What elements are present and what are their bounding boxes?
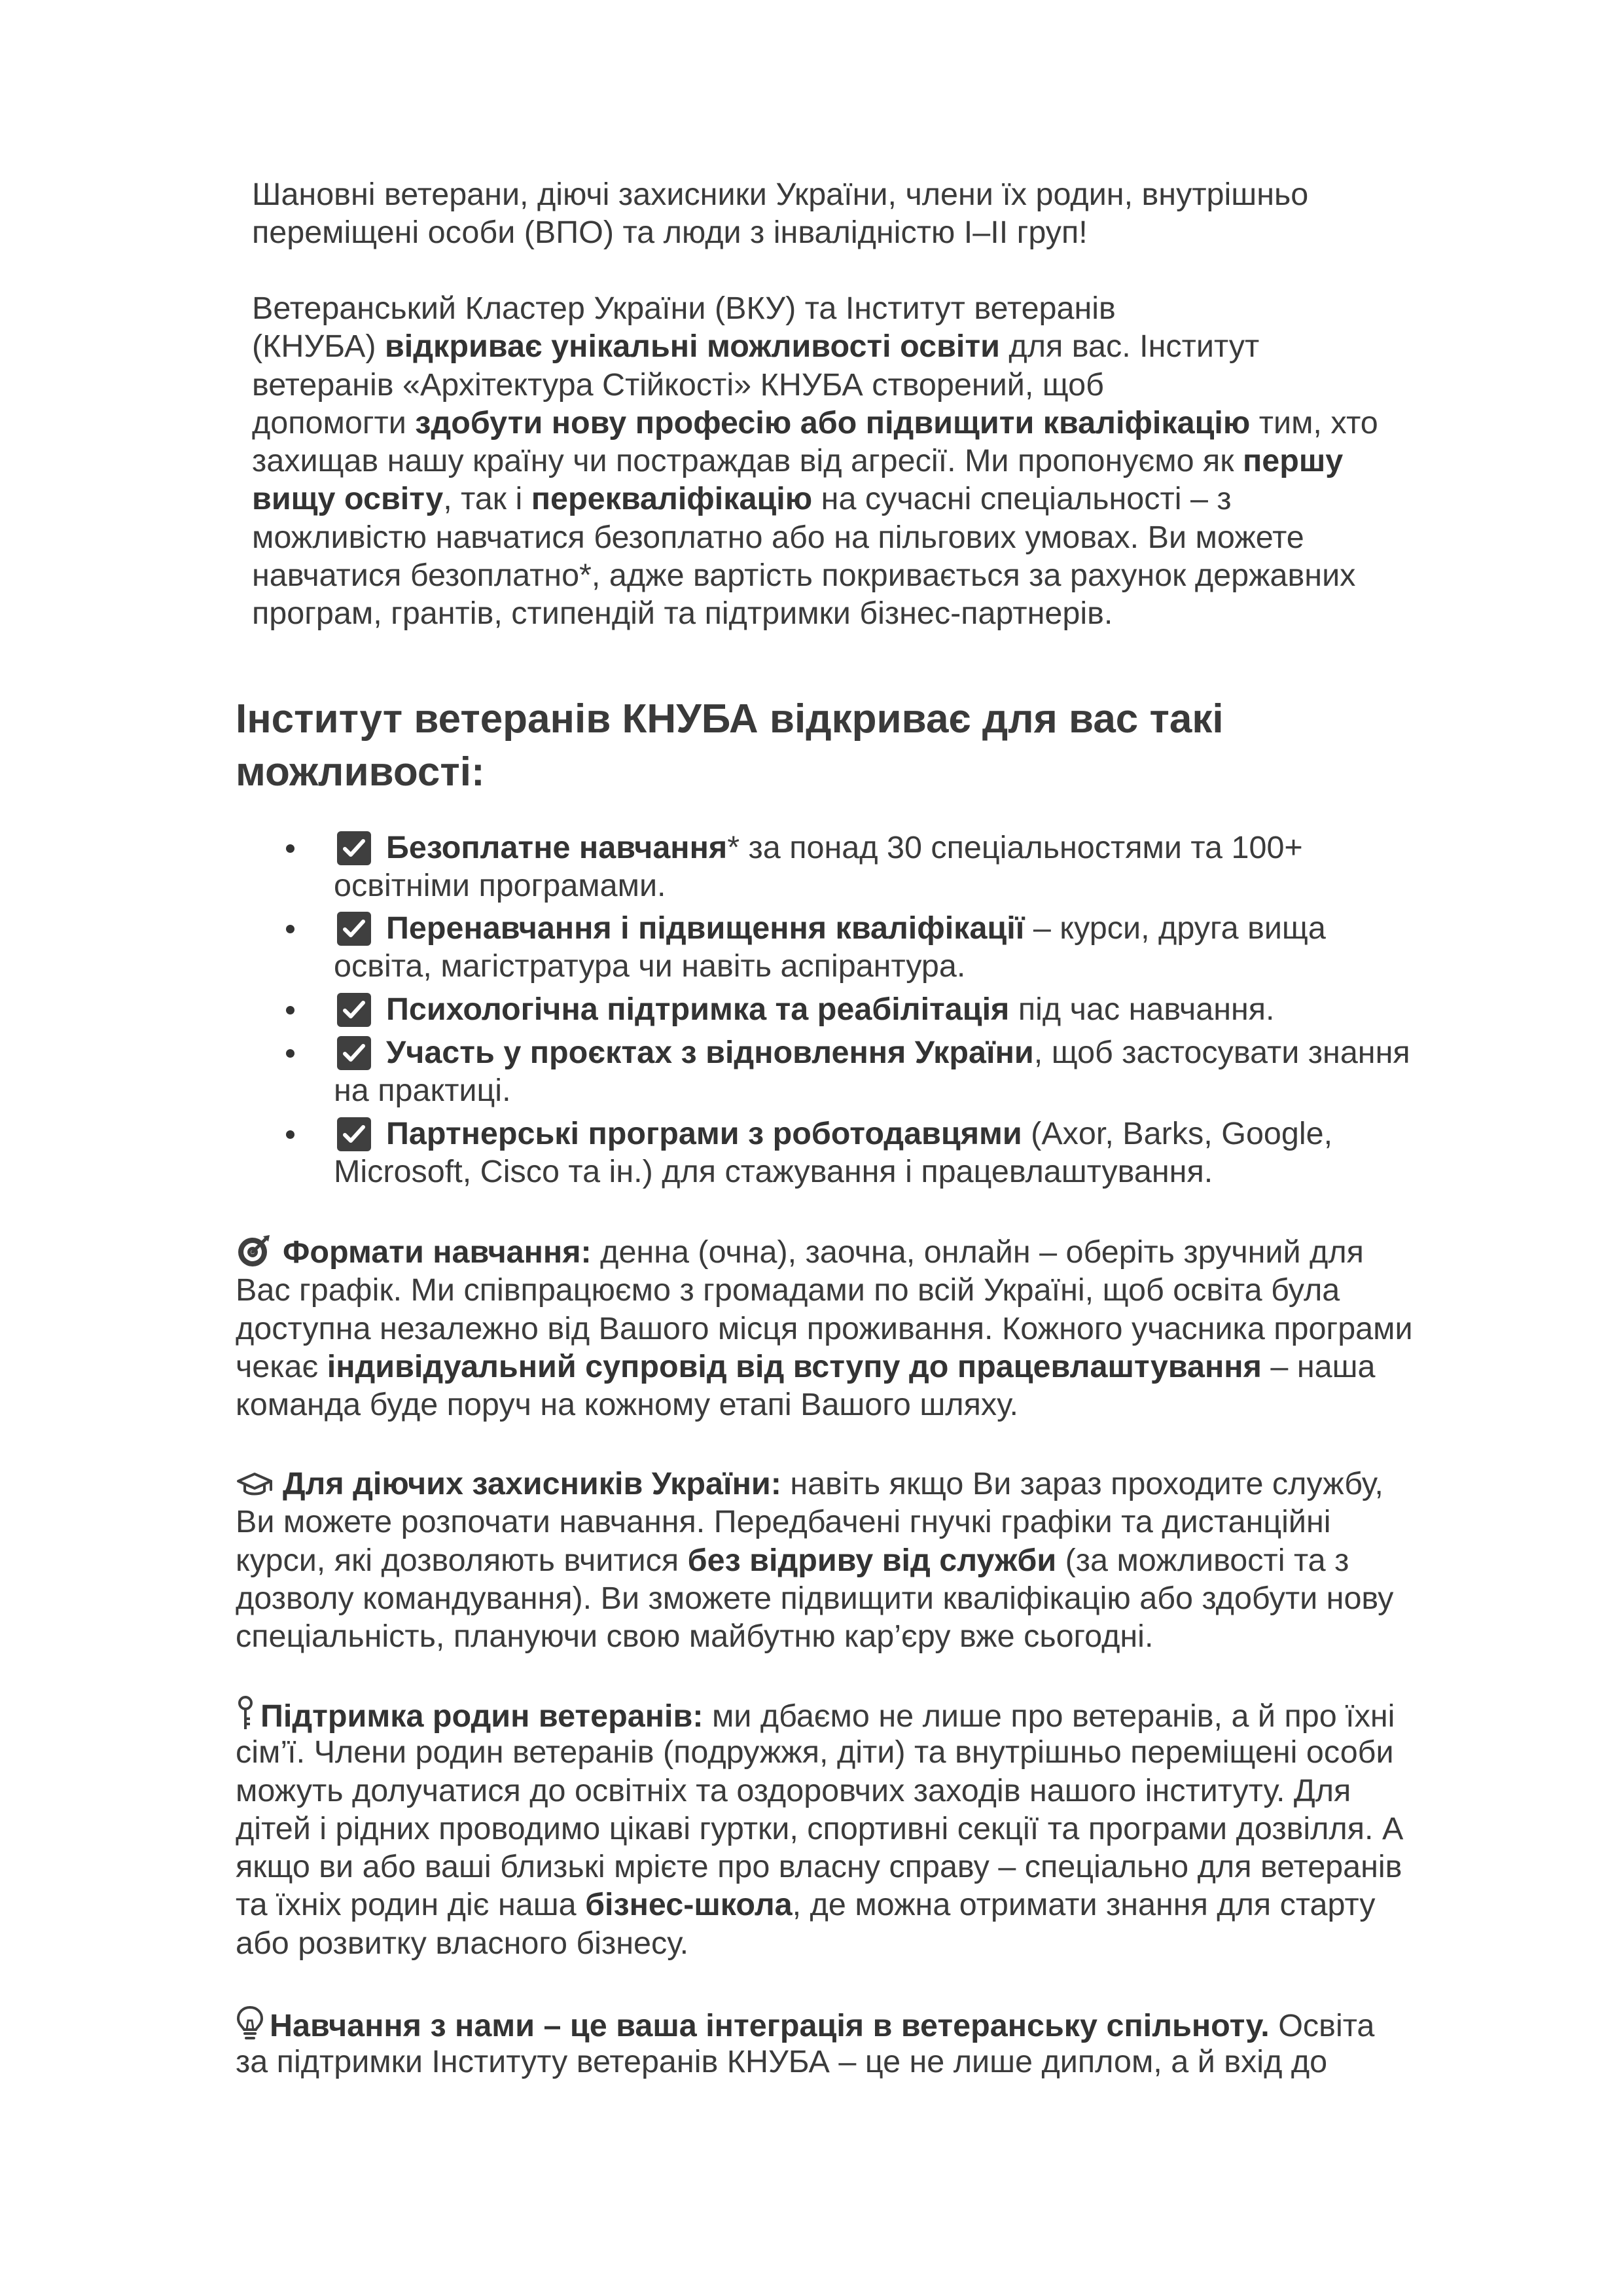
about-line: ветеранів «Архітектура Стійкості» КНУБА створений, щоб xyxy=(252,367,1104,403)
families-paragraph: Підтримка родин ветеранів: ми дбаємо не лише про ветеранів, а й про їхні сім’ї. Члени родин ветеранів (подружжя, діти) та внутрішньо переміщені особи можуть долучатися до освітніх та оздоровчих заходів нашого інституту. Для дітей і рідних проводимо цікаві гуртки, спортивні секції та програми дозвілля. А якщо ви або ваші близькі мрієте про власну справу – спеціально для ветеранів та їхніх родин діє наша бізнес-школа, де можна отримати знання для старту або розвитку власного бізнесу. xyxy=(236,1695,1403,1962)
item-title: Участь у проєктах з відновлення України xyxy=(386,1035,1034,1070)
about-emphasis: вищу освіту xyxy=(252,481,444,517)
families-title: Підтримка родин ветеранів: xyxy=(260,1698,704,1734)
defenders-emphasis: без відриву від служби xyxy=(687,1542,1057,1578)
greeting-paragraph xyxy=(252,175,1308,252)
item-title: Перенавчання і підвищення кваліфікації xyxy=(386,910,1025,946)
formats-title: Формати навчання: xyxy=(283,1234,592,1270)
community-title: Навчання з нами – це ваша інтеграція в ветеранську спільноту. xyxy=(270,2008,1270,2043)
about-line: навчатися безоплатно*, адже вартість покривається за рахунок державних xyxy=(252,558,1356,594)
about-line: (КНУБА) відкриває унікальні можливості освіти для вас. Інститут xyxy=(252,329,1260,365)
about-emphasis: здобути нову професію або підвищити кваліфікацію xyxy=(415,404,1251,440)
about-line: допомогти здобути нову професію або підвищити кваліфікацію тим, хто xyxy=(252,404,1378,440)
about-line: вищу освіту, так і перекваліфікацію на сучасні спеціальності – з xyxy=(252,481,1232,517)
about-line: Ветеранський Кластер України (ВКУ) та Інститут ветеранів xyxy=(252,291,1116,326)
item-title: Безоплатне навчання xyxy=(386,830,728,865)
defenders-paragraph: Для діючих захисників України: навіть якщо Ви зараз проходите службу, Ви можете розпочати навчання. Передбачені гнучкі графіки та дистанційні курси, які дозволяють вчитися без відриву від служби (за можливості та з дозволу командування). Ви зможете підвищити кваліфікацію або здобути нову спеціальність, плануючи свою майбутню кар’єру вже сьогодні. xyxy=(236,1466,1394,1655)
about-emphasis: відкриває унікальні можливості освіти xyxy=(384,329,1000,365)
document-page: Шановні ветерани, діючі захисники України, члени їх родин, внутрішньо переміщені особи (ВПО) та люди з інвалідністю I–II груп! Ветеранський Кластер України (ВКУ) та Інститут ветеранів (КНУБА) відкриває унікальні можливості освіти для вас. Інститут ветеранів «Архітектура Стійкості» КНУБА створений, щоб допомогти здобути нову професію або підвищити кваліфікацію тим, хто захищав нашу країну чи постраждав від агресії. Ми пропонуємо як першу вищу освіту, так і перекваліфікацію на сучасні спеціальності – з можливістю навчатися безоплатно або на пільгових умовах. Ви можете навчатися безоплатно*, адже вартість покривається за рахунок державних програм, грантів, стипендій та підтримки бізнес-партнерів. Інститут ветеранів КНУБА відкриває для вас такі можливості: Безоплатне навчання* за понад 30 спеціальностями та 100+ освітніми програмами. Перенавчання і підвищення кваліфікації – курси, друга вища освіта, магістратура чи навіть аспірантура. Психологічна підтримка та реабілітація під час навчання. Участь у проєктах з відновлення України, щоб застосувати знання на практиці. Партнерські програми з роботодавцями (Axor, Barks, Google, Microsoft, Cisco та ін.) для стажування і працевлаштування. Формати навчання: денна (очна), заочна, онлайн – оберіть зручний для Вас графік. Ми співпрацюємо з громадами по всій Україні, щоб освіта була доступна незалежно від Вашого місця проживання. Кожного учасника програми чекає індивідуальний супровід від вступу до працевлаштування – наша команда буде поруч на кожному етапі Вашого шляху. Для діючих захисників України: навіть якщо Ви зараз проходите службу, Ви можете розпочати навчання. Передбачені гнучкі графіки та дистанційні курси, які дозволяють вчитися без відриву від служби (за можливості та з дозволу командування). Ви зможете підвищити кваліфікацію або здобути нову спеціальність, плануючи свою майбутню кар’єру вже сьогодні. Підтримка родин ветеранів: ми дбаємо не лише про ветеранів, а й про їхні сім’ї. Члени родин ветеранів (подружжя, діти) та внутрішньо переміщені особи можуть долучатися до освітніх та оздоровчих заходів нашого інституту. Для дітей і рідних проводимо цікаві гуртки, спортивні секції та програми дозвілля. А якщо ви або ваші близькі мрієте про власну справу – спеціально для ветеранів та їхніх родин діє наша бізнес-школа, де можна отримати знання для старту або розвитку власного бізнесу. Навчання з нами – це ваша інтеграція в ветеранську спільноту. Освіта за підтримки Інституту ветеранів КНУБА – це не лише диплом, а й вхід до xyxy=(0,0,1623,2296)
formats-emphasis: індивідуальний супровід від вступу до працевлаштування xyxy=(327,1348,1262,1384)
greeting-line: переміщені особи (ВПО) та люди з інвалідністю I–II груп! xyxy=(252,215,1088,251)
item-title: Психологічна підтримка та реабілітація xyxy=(386,992,1010,1027)
community-paragraph: Навчання з нами – це ваша інтеграція в ветеранську спільноту. Освіта за підтримки Інституту ветеранів КНУБА – це не лише диплом, а й вхід до xyxy=(236,2005,1374,2081)
greeting-line: Шановні ветерани, діючі захисники України, члени їх родин, внутрішньо xyxy=(252,177,1309,212)
defenders-title: Для діючих захисників України: xyxy=(283,1466,781,1501)
about-emphasis: першу xyxy=(1242,443,1344,479)
about-paragraph xyxy=(252,289,1378,633)
about-line: захищав нашу країну чи постраждав від агресії. Ми пропонуємо як першу xyxy=(252,443,1344,479)
about-line: програм, грантів, стипендій та підтримки бізнес-партнерів. xyxy=(252,596,1113,632)
formats-paragraph: Формати навчання: денна (очна), заочна, онлайн – оберіть зручний для Вас графік. Ми співпрацюємо з громадами по всій Україні, щоб освіта була доступна незалежно від Вашого місця проживання. Кожного учасника програми чекає індивідуальний супровід від вступу до працевлаштування – наша команда буде поруч на кожному етапі Вашого шляху. xyxy=(236,1234,1413,1423)
item-title: Партнерські програми з роботодавцями xyxy=(386,1116,1022,1151)
section-heading: Інститут ветеранів КНУБА відкриває для вас такі можливості: xyxy=(236,696,1224,795)
target-icon xyxy=(236,1234,274,1276)
about-emphasis: перекваліфікацію xyxy=(531,481,813,517)
families-emphasis: бізнес-школа xyxy=(585,1887,793,1923)
about-line: можливістю навчатися безоплатно або на пільгових умовах. Ви можете xyxy=(252,519,1304,555)
